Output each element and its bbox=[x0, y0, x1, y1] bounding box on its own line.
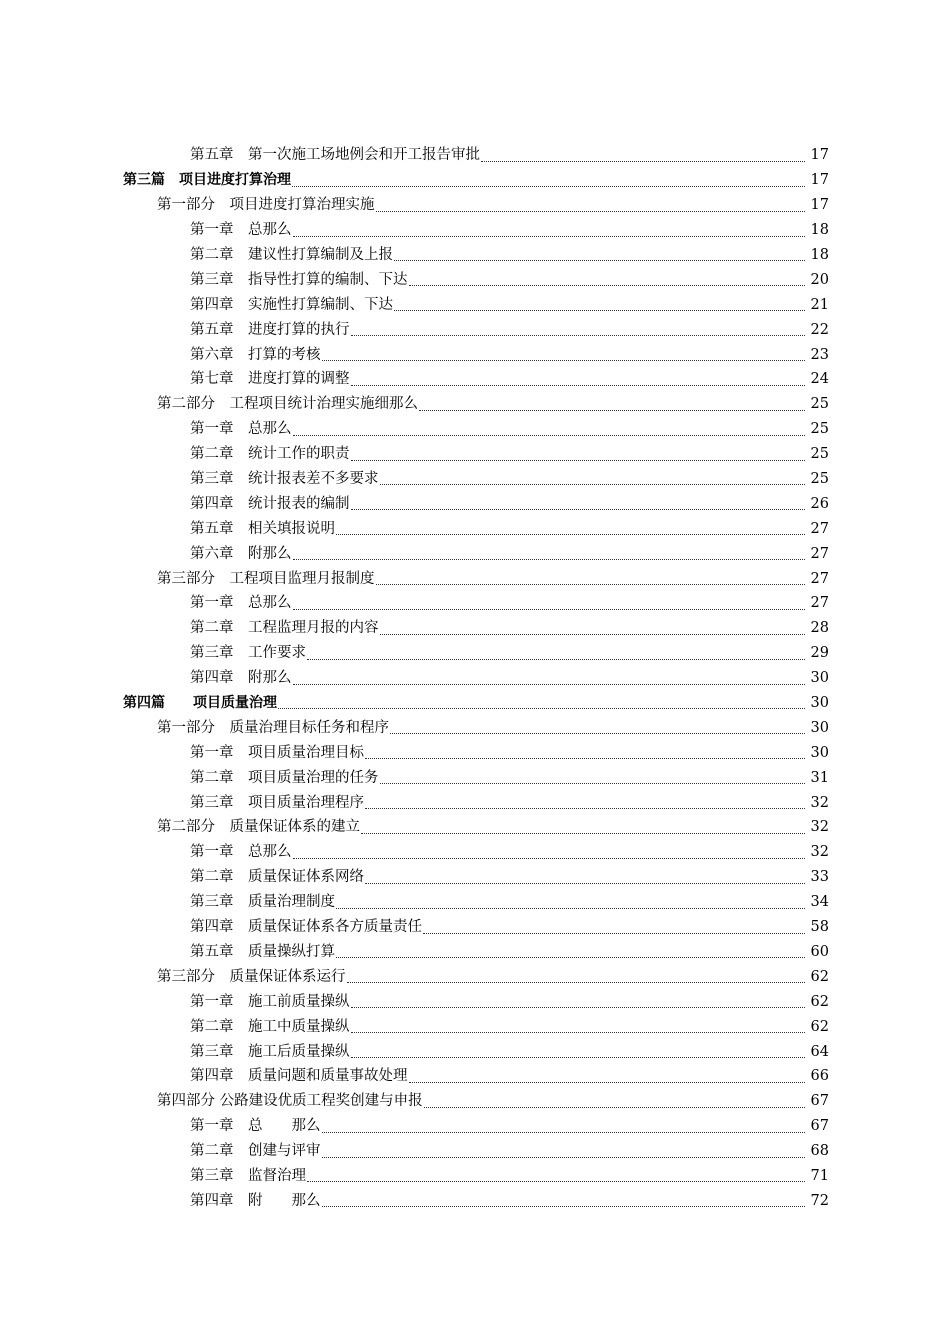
toc-entry-chapter[interactable] bbox=[0, 541, 950, 566]
toc-entry-title: 第二章 工程监理月报的内容 bbox=[190, 620, 379, 637]
dot-leader bbox=[424, 1106, 805, 1108]
dot-leader bbox=[351, 384, 806, 386]
toc-entry-page-number: 32 bbox=[810, 819, 829, 836]
toc-entry-page-number: 33 bbox=[810, 869, 829, 886]
toc-entry-title: 第一部分 质量治理目标任务和程序 bbox=[157, 719, 389, 736]
toc-entry-title: 第一章 总那么 bbox=[190, 222, 292, 239]
toc-entry-page-number: 27 bbox=[810, 545, 829, 562]
toc-entry-section[interactable] bbox=[0, 193, 950, 218]
toc-entry-title: 第一章 施工前质量操纵 bbox=[190, 993, 350, 1010]
toc-entry-page-number: 34 bbox=[810, 894, 829, 911]
toc-entry-title: 第一章 项目质量治理目标 bbox=[190, 744, 364, 761]
toc-entry-chapter[interactable] bbox=[0, 790, 950, 815]
dot-leader bbox=[322, 1131, 806, 1133]
toc-entry-title: 第四章 实施性打算编制、下达 bbox=[190, 296, 393, 313]
dot-leader bbox=[419, 409, 805, 411]
toc-entry-section[interactable] bbox=[0, 1089, 950, 1114]
toc-entry-title: 第三章 监督治理 bbox=[190, 1167, 306, 1184]
toc-entry-page-number: 21 bbox=[810, 296, 829, 313]
toc-entry-page-number: 67 bbox=[810, 1093, 829, 1110]
toc-entry-chapter[interactable] bbox=[0, 442, 950, 467]
toc-entry-chapter[interactable] bbox=[0, 317, 950, 342]
toc-entry-title: 第一章 总 那么 bbox=[190, 1118, 321, 1135]
dot-leader bbox=[376, 583, 806, 585]
toc-entry-chapter[interactable] bbox=[0, 516, 950, 541]
toc-entry-chapter[interactable] bbox=[0, 915, 950, 940]
toc-entry-section[interactable] bbox=[0, 964, 950, 989]
toc-entry-page-number: 62 bbox=[810, 1018, 829, 1035]
toc-entry-part[interactable] bbox=[0, 691, 950, 716]
toc-entry-chapter[interactable] bbox=[0, 865, 950, 890]
toc-entry-title: 第五章 质量操纵打算 bbox=[190, 943, 335, 960]
dot-leader bbox=[293, 857, 806, 859]
dot-leader bbox=[336, 907, 805, 909]
dot-leader bbox=[351, 1056, 806, 1058]
toc-entry-chapter[interactable] bbox=[0, 417, 950, 442]
toc-entry-chapter[interactable] bbox=[0, 143, 950, 168]
toc-entry-title: 第四章 统计报表的编制 bbox=[190, 495, 350, 512]
toc-entry-part[interactable] bbox=[0, 168, 950, 193]
toc-entry-title: 第一章 总那么 bbox=[190, 844, 292, 861]
toc-entry-page-number: 58 bbox=[810, 919, 829, 936]
dot-leader bbox=[351, 459, 806, 461]
dot-leader bbox=[322, 1205, 806, 1207]
toc-entry-title: 第七章 进度打算的调整 bbox=[190, 371, 350, 388]
dot-leader bbox=[293, 608, 806, 610]
toc-entry-title: 第四部分 公路建设优质工程奖创建与申报 bbox=[157, 1093, 423, 1110]
toc-entry-page-number: 18 bbox=[810, 247, 829, 263]
toc-entry-chapter[interactable] bbox=[0, 1014, 950, 1039]
dot-leader bbox=[365, 882, 805, 884]
dot-leader bbox=[351, 1006, 806, 1008]
toc-entry-chapter[interactable] bbox=[0, 342, 950, 367]
dot-leader bbox=[365, 807, 805, 809]
dot-leader bbox=[307, 1180, 805, 1182]
toc-entry-page-number: 18 bbox=[810, 222, 829, 239]
toc-entry-title: 第三章 项目质量治理程序 bbox=[190, 794, 364, 811]
toc-entry-page-number: 24 bbox=[810, 371, 829, 388]
toc-entry-chapter[interactable] bbox=[0, 1039, 950, 1064]
toc-entry-section[interactable] bbox=[0, 392, 950, 417]
toc-entry-title: 第三章 质量治理制度 bbox=[190, 894, 335, 911]
toc-entry-section[interactable] bbox=[0, 715, 950, 740]
toc-entry-page-number: 28 bbox=[810, 620, 829, 637]
dot-leader bbox=[347, 981, 806, 983]
toc-entry-page-number: 27 bbox=[810, 520, 829, 537]
toc-entry-page-number: 25 bbox=[810, 421, 829, 438]
toc-entry-chapter[interactable] bbox=[0, 218, 950, 243]
dot-leader bbox=[376, 210, 806, 212]
toc-entry-title: 第二章 质量保证体系网络 bbox=[190, 869, 364, 886]
dot-leader bbox=[293, 235, 806, 237]
toc-entry-chapter[interactable] bbox=[0, 292, 950, 317]
toc-entry-page-number: 62 bbox=[810, 968, 829, 985]
toc-entry-title: 第四章 质量问题和质量事故处理 bbox=[190, 1068, 408, 1085]
toc-entry-title: 第二章 项目质量治理的任务 bbox=[190, 769, 379, 786]
toc-entry-page-number: 30 bbox=[810, 719, 829, 736]
toc-entry-page-number: 72 bbox=[810, 1192, 829, 1209]
toc-entry-chapter[interactable] bbox=[0, 890, 950, 915]
dot-leader bbox=[423, 932, 805, 934]
toc-entry-chapter[interactable] bbox=[0, 1114, 950, 1139]
dot-leader bbox=[380, 633, 806, 635]
toc-entry-page-number: 26 bbox=[810, 495, 829, 512]
toc-entry-title: 第二章 施工中质量操纵 bbox=[190, 1018, 350, 1035]
toc-entry-page-number: 31 bbox=[810, 769, 829, 786]
toc-entry-page-number: 17 bbox=[810, 147, 829, 164]
toc-entry-page-number: 60 bbox=[810, 943, 829, 960]
dot-leader bbox=[293, 434, 806, 436]
toc-entry-chapter[interactable] bbox=[0, 641, 950, 666]
toc-entry-title: 第一章 总那么 bbox=[190, 595, 292, 612]
toc-entry-title: 第三章 工作要求 bbox=[190, 645, 306, 662]
toc-entry-page-number: 30 bbox=[810, 744, 829, 761]
toc-entry-chapter[interactable] bbox=[0, 267, 950, 292]
toc-entry-chapter[interactable] bbox=[0, 243, 950, 268]
dot-leader bbox=[481, 160, 805, 162]
dot-leader bbox=[292, 185, 805, 187]
toc-entry-chapter[interactable] bbox=[0, 666, 950, 691]
dot-leader bbox=[278, 707, 805, 709]
toc-entry-section[interactable] bbox=[0, 815, 950, 840]
dot-leader bbox=[293, 683, 806, 685]
toc-entry-chapter[interactable] bbox=[0, 616, 950, 641]
toc-entry-page-number: 32 bbox=[810, 844, 829, 861]
dot-leader bbox=[351, 1031, 806, 1033]
dot-leader bbox=[380, 782, 806, 784]
dot-leader bbox=[361, 832, 805, 834]
toc-entry-chapter[interactable] bbox=[0, 1139, 950, 1164]
toc-entry-page-number: 27 bbox=[810, 595, 829, 612]
toc-entry-page-number: 20 bbox=[810, 271, 829, 288]
toc-entry-title: 第二章 建议性打算编制及上报 bbox=[190, 247, 393, 263]
toc-entry-page-number: 27 bbox=[810, 570, 829, 587]
toc-entry-chapter[interactable] bbox=[0, 989, 950, 1014]
toc-entry-page-number: 23 bbox=[810, 346, 829, 363]
dot-leader bbox=[351, 508, 806, 510]
toc-entry-title: 第六章 打算的考核 bbox=[190, 346, 321, 363]
dot-leader bbox=[380, 483, 806, 485]
toc-entry-chapter[interactable] bbox=[0, 367, 950, 392]
toc-entry-title: 第一部分 项目进度打算治理实施 bbox=[157, 197, 375, 214]
dot-leader bbox=[293, 558, 806, 560]
toc-entry-page-number: 22 bbox=[810, 321, 829, 338]
toc-entry-chapter[interactable] bbox=[0, 1188, 950, 1213]
toc-entry-title: 第三部分 工程项目监理月报制度 bbox=[157, 570, 375, 587]
toc-entry-title: 第五章 相关填报说明 bbox=[190, 520, 335, 537]
table-of-contents bbox=[0, 143, 950, 1213]
dot-leader bbox=[322, 1156, 806, 1158]
toc-entry-chapter[interactable] bbox=[0, 591, 950, 616]
toc-entry-page-number: 62 bbox=[810, 993, 829, 1010]
dot-leader bbox=[351, 334, 806, 336]
dot-leader bbox=[409, 284, 806, 286]
toc-entry-chapter[interactable] bbox=[0, 940, 950, 965]
toc-entry-page-number: 64 bbox=[810, 1043, 829, 1060]
toc-entry-section[interactable] bbox=[0, 566, 950, 591]
toc-entry-title: 第三部分 质量保证体系运行 bbox=[157, 968, 346, 985]
toc-entry-chapter[interactable] bbox=[0, 467, 950, 492]
toc-entry-title: 第二部分 质量保证体系的建立 bbox=[157, 819, 360, 836]
dot-leader bbox=[394, 309, 805, 311]
toc-entry-title: 第一章 总那么 bbox=[190, 421, 292, 438]
toc-entry-page-number: 67 bbox=[810, 1118, 829, 1135]
toc-entry-page-number: 17 bbox=[810, 172, 829, 189]
toc-entry-title: 第三篇 项目进度打算治理 bbox=[123, 172, 291, 189]
dot-leader bbox=[409, 1081, 806, 1083]
toc-entry-title: 第三章 指导性打算的编制、下达 bbox=[190, 271, 408, 288]
toc-entry-page-number: 30 bbox=[810, 695, 829, 712]
toc-entry-page-number: 17 bbox=[810, 197, 829, 214]
toc-entry-chapter[interactable] bbox=[0, 765, 950, 790]
toc-entry-chapter[interactable] bbox=[0, 1164, 950, 1189]
toc-entry-page-number: 29 bbox=[810, 645, 829, 662]
toc-entry-title: 第三章 统计报表差不多要求 bbox=[190, 471, 379, 488]
dot-leader bbox=[322, 359, 806, 361]
toc-entry-title: 第四章 质量保证体系各方质量责任 bbox=[190, 919, 422, 936]
dot-leader bbox=[336, 956, 805, 958]
toc-entry-page-number: 25 bbox=[810, 471, 829, 488]
toc-entry-title: 第三章 施工后质量操纵 bbox=[190, 1043, 350, 1060]
toc-entry-title: 第五章 进度打算的执行 bbox=[190, 321, 350, 338]
dot-leader bbox=[365, 757, 805, 759]
toc-entry-page-number: 66 bbox=[810, 1068, 829, 1085]
toc-entry-title: 第二部分 工程项目统计治理实施细那么 bbox=[157, 396, 418, 413]
toc-entry-title: 第六章 附那么 bbox=[190, 545, 292, 562]
toc-entry-page-number: 71 bbox=[810, 1167, 829, 1184]
toc-entry-title: 第四篇 项目质量治理 bbox=[123, 695, 277, 712]
dot-leader bbox=[390, 732, 805, 734]
toc-entry-page-number: 25 bbox=[810, 446, 829, 463]
toc-entry-title: 第四章 附那么 bbox=[190, 670, 292, 687]
toc-entry-chapter[interactable] bbox=[0, 740, 950, 765]
toc-entry-title: 第四章 附 那么 bbox=[190, 1192, 321, 1209]
toc-entry-chapter[interactable] bbox=[0, 491, 950, 516]
dot-leader bbox=[394, 259, 805, 261]
toc-entry-page-number: 32 bbox=[810, 794, 829, 811]
toc-entry-chapter[interactable] bbox=[0, 840, 950, 865]
toc-entry-page-number: 25 bbox=[810, 396, 829, 413]
toc-entry-chapter[interactable] bbox=[0, 1064, 950, 1089]
toc-entry-title: 第二章 创建与评审 bbox=[190, 1143, 321, 1160]
dot-leader bbox=[307, 658, 805, 660]
toc-entry-title: 第二章 统计工作的职责 bbox=[190, 446, 350, 463]
toc-entry-page-number: 30 bbox=[810, 670, 829, 687]
toc-entry-page-number: 68 bbox=[810, 1143, 829, 1160]
toc-entry-title: 第五章 第一次施工场地例会和开工报告审批 bbox=[190, 147, 480, 164]
dot-leader bbox=[336, 533, 805, 535]
